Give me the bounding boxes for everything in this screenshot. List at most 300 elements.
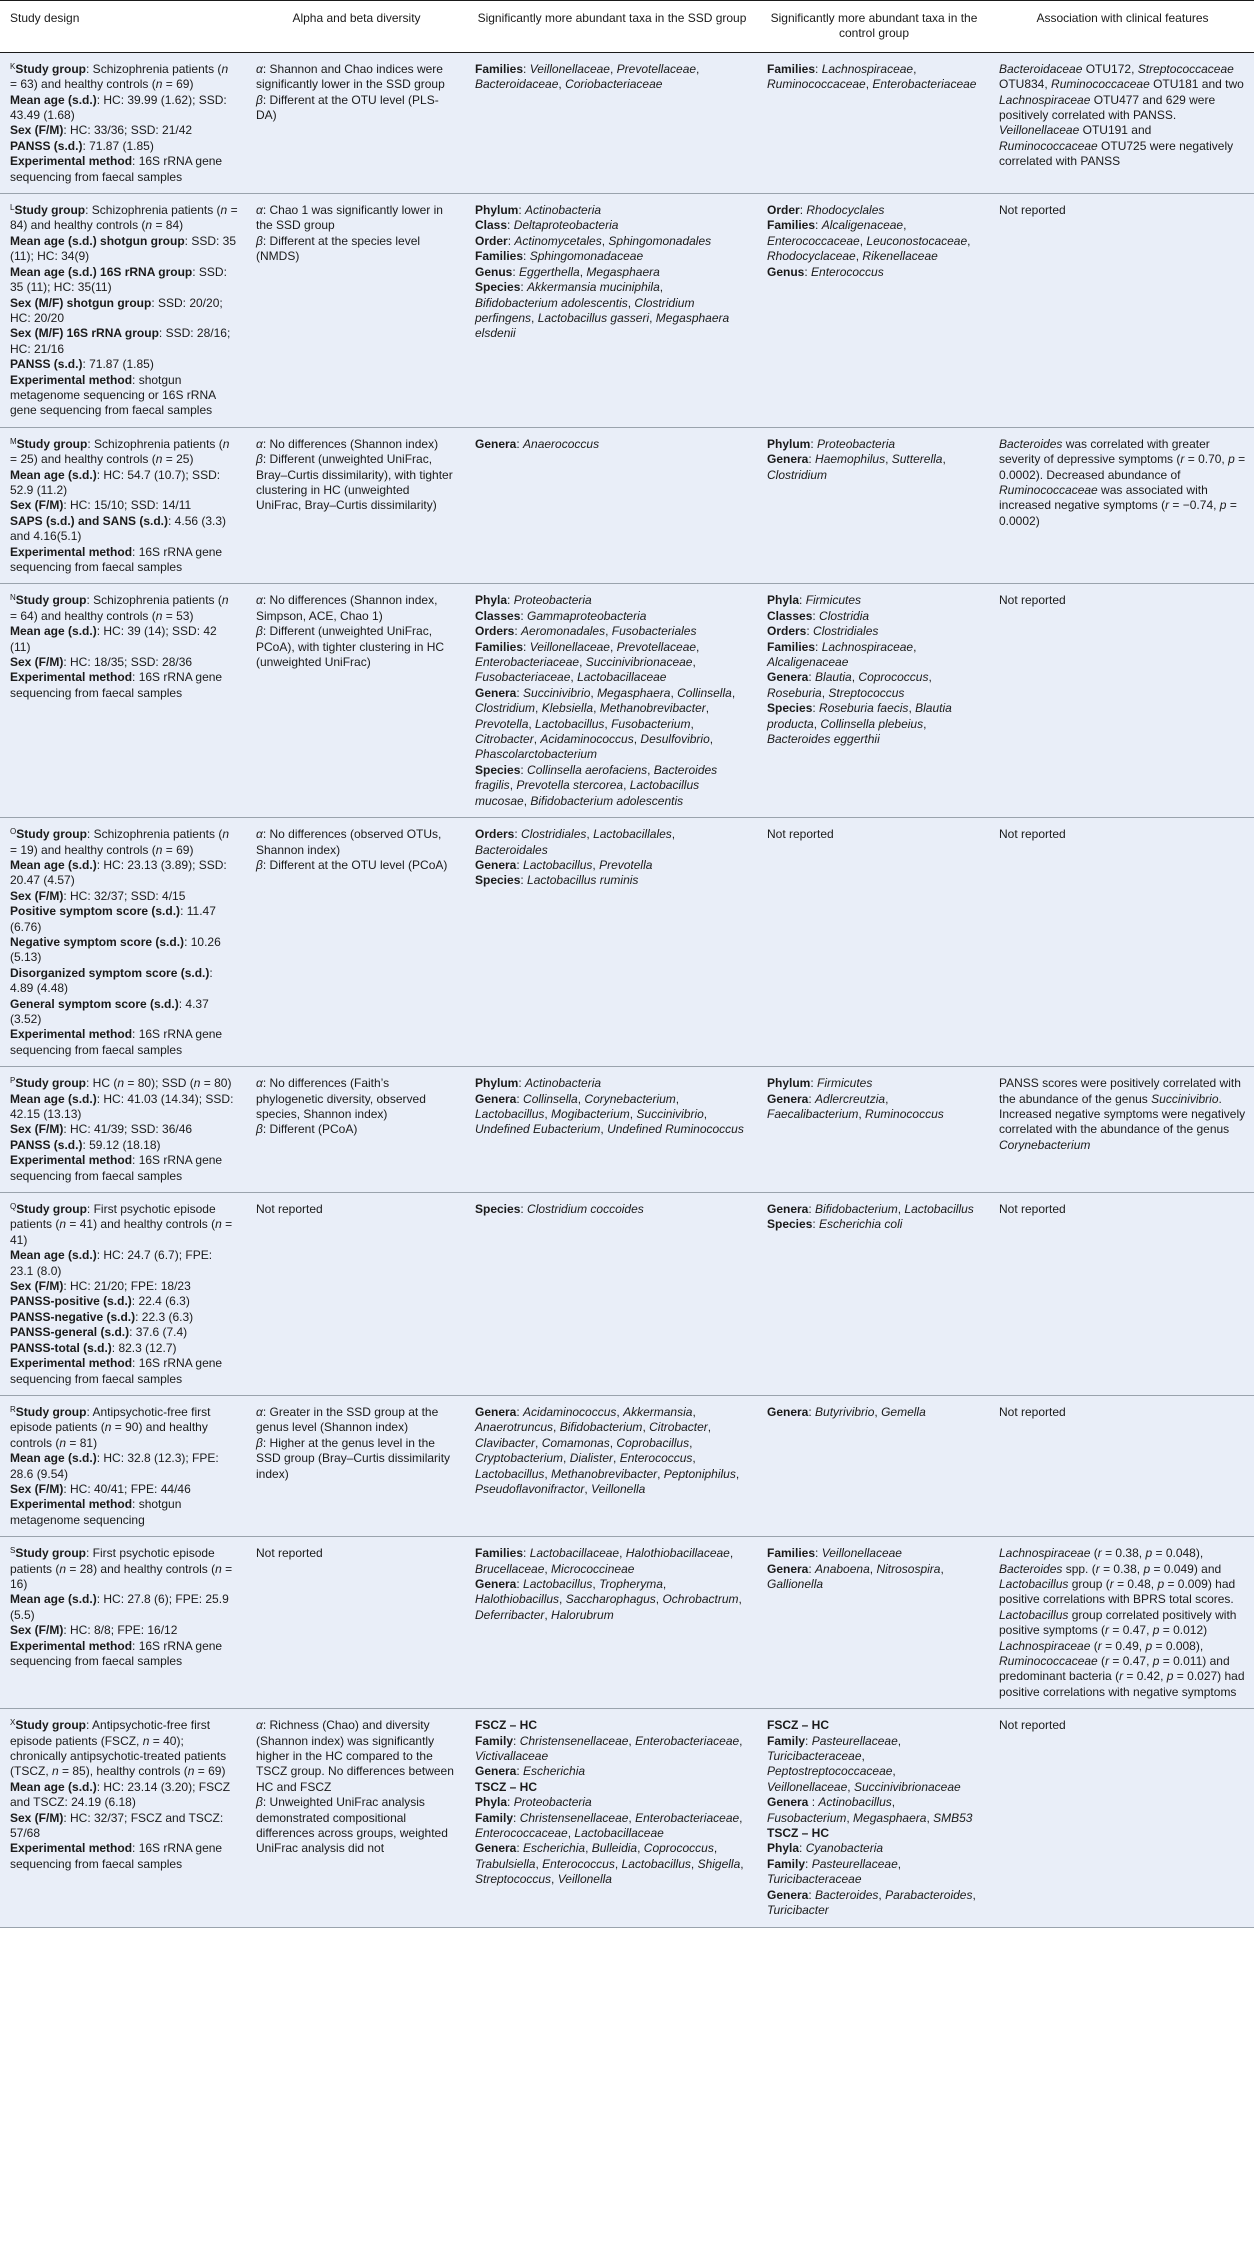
cell-line (999, 1608, 1246, 1700)
italic-term: Phascolarctobacterium (475, 747, 598, 762)
cell-text: , (605, 624, 612, 639)
cell-line (10, 203, 238, 234)
cell-line (767, 437, 981, 452)
cell-text: : (516, 1764, 524, 1779)
italic-term: Alcaligenaceae (767, 655, 849, 670)
italic-term: β (256, 92, 263, 107)
italic-term: Enterococcus (619, 1451, 693, 1466)
cell-text: , (926, 1810, 934, 1825)
cell-line (767, 452, 981, 483)
italic-term: Haemophilus (815, 452, 886, 467)
field-label: Families (767, 218, 816, 233)
field-label: Class (475, 218, 508, 233)
italic-term: Proteobacteria (513, 593, 592, 608)
italic-term: α (256, 436, 263, 451)
cell-text: : (523, 61, 530, 76)
cell-line (10, 1592, 238, 1623)
cell-text: = 0.47, (1109, 1654, 1153, 1668)
cell-text: : 10.26 (5.13) (10, 934, 221, 965)
italic-term: Succinivibrionaceae (585, 655, 693, 670)
italic-term: Coprobacillus (616, 1435, 690, 1450)
italic-term: Megasphaera (586, 264, 660, 279)
field-label: Genera (767, 1561, 809, 1576)
cell-text: Not reported (999, 1404, 1066, 1419)
cell-text: : HC: 41/39; SSD: 36/46 (63, 1122, 193, 1137)
reference-marker: L (10, 203, 15, 213)
cell-text: group ( (1068, 1576, 1110, 1591)
cell-text: , (692, 655, 696, 670)
table-row (0, 427, 1254, 584)
cell-line (767, 218, 981, 264)
cell-text: : 16S rRNA gene sequencing from faecal samples (10, 1841, 223, 1871)
cell-text: : (516, 1091, 524, 1106)
cell-text: : HC: 23.14 (3.20); FSCZ and TSCZ: 24.19 (6.18) (10, 1779, 231, 1810)
cell-text: = 53) (162, 608, 194, 623)
italic-term: n (222, 436, 230, 451)
cell-line (10, 1027, 238, 1058)
cell-text: ( (1090, 1638, 1098, 1653)
italic-term: Turicibacter (767, 1903, 829, 1918)
italic-term: Peptoniphilus (663, 1466, 736, 1481)
cell-text: : (815, 61, 822, 76)
cell-line (10, 123, 238, 138)
cell-text: = 63) and healthy controls ( (10, 77, 156, 92)
field-label: Experimental method (10, 154, 133, 169)
cell-text: : 16S rRNA gene sequencing from faecal samples (10, 154, 223, 184)
field-label: Genera (767, 670, 809, 685)
cell-text: : 59.12 (18.18) (82, 1137, 161, 1152)
cell-line (256, 203, 457, 234)
cell-line (10, 265, 238, 296)
cell-text: : Unweighted UniFrac analysis demonstrated compositional differences across groups, weighted UniFrac analysis did not (256, 1795, 448, 1856)
cell-line (10, 1356, 238, 1387)
italic-term: Saccharophagus (565, 1592, 656, 1607)
field-label: Phylum (767, 436, 811, 451)
cell-text: , (709, 732, 714, 747)
cell-text: , (696, 61, 700, 76)
italic-term: Actinobacillus (818, 1795, 892, 1810)
italic-term: Adlercreutzia (815, 1091, 886, 1106)
cell-text: , (703, 1107, 708, 1121)
cell-text: : (808, 1561, 816, 1576)
italic-term: Lactobacillus (999, 1576, 1069, 1591)
field-label: Genera (767, 452, 809, 467)
cell-text: , (629, 1107, 637, 1121)
cell-text: , (535, 1435, 542, 1450)
italic-term: Escherichia (523, 1841, 586, 1856)
cell-text: , (659, 280, 664, 295)
italic-term: Prevotella (475, 716, 529, 731)
cell-line (767, 1546, 981, 1561)
cell-text: : (507, 1795, 514, 1810)
reference-marker: S (10, 1546, 16, 1556)
cell-line (10, 1122, 238, 1137)
italic-term: Akkermansia muciniphila (527, 280, 660, 295)
italic-term: Veillonellaceae (529, 61, 610, 76)
field-label: Classes (475, 608, 521, 623)
italic-term: Enterococcus (542, 1856, 615, 1871)
table-row (0, 818, 1254, 1067)
cell-text: = 80); SSD ( (124, 1076, 194, 1091)
cell-text: , (897, 1733, 902, 1748)
italic-term: n (145, 218, 153, 233)
field-label: PANSS-positive (s.d.) (10, 1294, 132, 1309)
table-row (0, 1537, 1254, 1709)
cell-text: : No differences (Shannon index) (262, 436, 439, 451)
cell-text: , (579, 264, 587, 279)
italic-term: Comamonas (541, 1435, 610, 1450)
cell-line (256, 1436, 457, 1482)
cell-text: Not reported (999, 1718, 1066, 1733)
italic-term: Trabulsiella (475, 1856, 536, 1871)
control-taxa-cell (757, 1537, 989, 1709)
cell-text: : Different (unweighted UniFrac, Bray–Curtis dissimilarity), with tighter clustering in HC (unweighted UniFrac, Bray–Curtis dissimilarity) (256, 452, 453, 513)
italic-term: Roseburia (767, 685, 822, 700)
cell-line (256, 858, 457, 873)
field-label: Experimental method (10, 1027, 133, 1042)
cell-line (256, 827, 457, 858)
cell-line (10, 1092, 238, 1123)
cell-text: : Different (PCoA) (262, 1122, 358, 1137)
diversity-cell (246, 584, 465, 818)
italic-term: Bulleidia (591, 1841, 638, 1856)
cell-text: , (535, 701, 542, 716)
cell-text: , (628, 1733, 636, 1748)
cell-text: , (671, 827, 676, 842)
cell-text: = 0.0002) (999, 498, 1237, 528)
cell-text: : (808, 452, 816, 467)
cell-text: : (520, 280, 528, 295)
field-label: PANSS-negative (s.d.) (10, 1309, 136, 1324)
italic-term: Lachnospiraceae (821, 639, 914, 654)
italic-term: n (187, 1764, 195, 1779)
diversity-cell (246, 818, 465, 1067)
field-label: Classes (767, 608, 813, 623)
field-label: Families (475, 61, 524, 76)
italic-term: Clavibacter (475, 1435, 536, 1450)
italic-term: Anaboena (815, 1561, 870, 1576)
cell-text: , (897, 1856, 902, 1871)
cell-text: , (662, 1576, 667, 1591)
table-row (0, 1709, 1254, 1927)
field-label: Phyla (475, 593, 508, 608)
italic-term: Enterobacteriaceae (635, 1810, 740, 1825)
italic-term: α (256, 1404, 263, 1419)
cell-text: , (897, 1202, 905, 1217)
italic-term: Citrobacter (649, 1420, 708, 1435)
clinical-cell (989, 818, 1254, 1067)
field-label: Mean age (s.d.) (10, 1091, 97, 1106)
italic-term: Bacteroidaceae (475, 77, 559, 92)
cell-line (10, 1639, 238, 1670)
italic-term: n (59, 1217, 67, 1232)
cell-text: PANSS scores were positively correlated with the abundance of the genus (999, 1076, 1241, 1106)
italic-term: n (222, 827, 230, 842)
italic-term: r (1109, 1576, 1114, 1591)
cell-line (475, 858, 749, 873)
italic-term: Gemella (881, 1404, 926, 1419)
italic-term: Lactobacillus (523, 1576, 593, 1591)
cell-text: = 25) and healthy controls ( (10, 452, 156, 467)
study-design-cell (0, 52, 246, 193)
italic-term: α (256, 1076, 263, 1091)
field-label: Experimental method (10, 1153, 133, 1168)
cell-line (475, 1202, 749, 1217)
cell-line (10, 545, 238, 576)
cell-line (10, 935, 238, 966)
field-label: Sex (F/M) (10, 123, 64, 138)
clinical-cell (989, 1537, 1254, 1709)
italic-term: Succinivibrio (636, 1107, 704, 1121)
cell-text: : HC: 21/20; FPE: 18/23 (63, 1279, 191, 1294)
italic-term: p (1219, 498, 1227, 513)
cell-text: , (940, 1561, 944, 1576)
field-label: Study group (15, 1076, 87, 1091)
cell-text: ( (1090, 1546, 1098, 1561)
cell-text: : (513, 1810, 520, 1825)
cell-text: , (869, 1561, 877, 1576)
italic-term: Fusobacterium (611, 716, 691, 731)
reference-marker: X (10, 1718, 16, 1728)
cell-text: : SSD: 35 (11); HC: 35(11) (10, 264, 227, 295)
cell-text: , (859, 233, 867, 248)
italic-term: Escherichia (523, 1764, 586, 1779)
cell-text: : 4.56 (3.3) and 4.16(5.1) (10, 513, 227, 544)
italic-term: Lactobacillales (593, 827, 672, 842)
field-label: Sex (F/M) (10, 1481, 64, 1496)
cell-line (999, 62, 1246, 170)
cell-text: = 90) and healthy controls ( (10, 1420, 208, 1450)
italic-term: p (1228, 452, 1235, 467)
cell-text: : (812, 701, 820, 716)
field-label: Experimental method (10, 670, 133, 685)
cell-text: : (507, 218, 514, 233)
cell-line (475, 203, 749, 218)
field-label: Families (767, 1546, 816, 1561)
field-label: Genera (767, 1887, 809, 1902)
italic-term: Rikenellaceae (862, 249, 938, 264)
cell-line (999, 437, 1246, 529)
cell-text: : (514, 827, 522, 842)
cell-text: : (520, 873, 528, 888)
field-label: Mean age (s.d.) (10, 624, 97, 639)
cell-text: : HC: 40/41; FPE: 44/46 (63, 1481, 191, 1496)
table-row (0, 194, 1254, 428)
cell-text: = 0.011) and predominant bacteria ( (999, 1654, 1230, 1684)
italic-term: Corynebacterium (999, 1137, 1091, 1152)
cell-line (256, 1795, 457, 1857)
cell-line (256, 1546, 457, 1561)
field-label: Family (767, 1856, 806, 1871)
cell-line (10, 1138, 238, 1153)
diversity-cell (246, 52, 465, 193)
cell-text: : SSD: 20/20; HC: 20/20 (10, 295, 223, 325)
field-label: PANSS-total (s.d.) (10, 1340, 112, 1355)
cell-text: = 0.009) had positive correlations with BPRS total scores. (999, 1576, 1236, 1607)
cell-text: : HC: 41.03 (14.34); SSD: 42.15 (13.13) (10, 1091, 234, 1121)
cell-line (10, 1482, 238, 1497)
italic-term: Megasphaera elsdenii (475, 310, 730, 341)
cell-text: , (544, 1561, 552, 1576)
cell-line (767, 1562, 981, 1593)
italic-term: Turicibacteraceae (767, 1872, 862, 1887)
italic-term: Megasphaera (597, 685, 671, 700)
cell-line (475, 609, 749, 624)
italic-term: Bacteroidales (475, 842, 548, 857)
cell-line (10, 357, 238, 372)
field-label: Mean age (s.d.) (10, 467, 97, 482)
cell-text: OTU172, (1082, 61, 1138, 76)
clinical-cell (989, 1395, 1254, 1536)
cell-line (256, 1122, 457, 1137)
cell-text: : HC: 32.8 (12.3); FPE: 28.6 (9.54) (10, 1451, 219, 1481)
cell-text: : (805, 1856, 812, 1871)
control-taxa-cell (757, 427, 989, 584)
cell-text: , (590, 685, 598, 700)
study-design-cell (0, 1537, 246, 1709)
reference-marker: R (10, 1404, 16, 1414)
field-label: Order (475, 233, 508, 248)
cell-line (475, 249, 749, 264)
cell-text: , (551, 1872, 558, 1887)
field-label: Mean age (s.d.) (10, 1779, 97, 1794)
italic-term: Cryptobacterium (475, 1451, 564, 1466)
italic-term: Lactobacillus (621, 1856, 691, 1871)
field-label: Sex (F/M) (10, 1623, 64, 1638)
cell-text: : (516, 1576, 524, 1591)
cell-line (475, 280, 749, 342)
italic-term: Micrococcineae (551, 1561, 635, 1576)
cell-text: , (690, 1856, 698, 1871)
cell-text: = 19) and healthy controls ( (10, 842, 156, 857)
cell-text: : (808, 1404, 816, 1419)
italic-term: r (1165, 498, 1170, 513)
cell-text: : Different (unweighted UniFrac, PCoA), with tighter clustering in HC (unweighted UniFrac) (256, 624, 445, 670)
cell-text: , (649, 310, 656, 325)
cell-text: = 40); chronically antipsychotic-treated patients (TSCZ, (10, 1733, 227, 1779)
table-body (0, 52, 1254, 1927)
italic-term: Ochrobactrum (662, 1592, 739, 1607)
cell-line (767, 827, 981, 842)
cell-text: = −0.74, (1169, 498, 1220, 513)
italic-term: Ruminococcaceae (1051, 77, 1150, 92)
cell-line (10, 326, 238, 357)
italic-term: Veillonellaceae (767, 1779, 848, 1794)
italic-term: Succinivibrio (1151, 1091, 1219, 1106)
control-taxa-cell (757, 1709, 989, 1927)
cell-line (475, 1718, 749, 1733)
italic-term: n (104, 1420, 112, 1435)
cell-text: , (655, 1592, 663, 1607)
cell-text: , (544, 1466, 552, 1481)
control-taxa-cell (757, 818, 989, 1067)
cell-line (475, 763, 749, 809)
italic-term: n (193, 1076, 201, 1091)
cell-text: : (812, 1217, 820, 1232)
header-diversity: Alpha and beta diversity (246, 1, 465, 53)
cell-line (475, 640, 749, 686)
italic-term: Anaerococcus (523, 436, 600, 451)
italic-term: Halothiobacillaceae (625, 1546, 730, 1561)
field-label: Genera (475, 1091, 517, 1106)
cell-text: , (563, 1451, 570, 1466)
cell-line (767, 640, 981, 671)
cell-line (475, 686, 749, 763)
cell-text: : SSD: 28/16; HC: 21/16 (10, 326, 231, 356)
reference-marker: M (10, 436, 17, 446)
italic-term: Actinomycetales (514, 233, 602, 248)
cell-line (10, 904, 238, 935)
cell-text: = 81) (66, 1435, 98, 1450)
field-label: Order (767, 203, 800, 218)
cell-line (475, 437, 749, 452)
cell-text: , (558, 77, 566, 92)
cell-text: = 85), healthy controls ( (58, 1764, 188, 1779)
cell-line (10, 234, 238, 265)
ssd-taxa-cell (465, 52, 757, 193)
cell-text: : (805, 1733, 812, 1748)
cell-line (10, 1325, 238, 1340)
cell-line (10, 1294, 238, 1309)
cell-text: = 0.048), (1152, 1546, 1204, 1561)
italic-term: Clostridiales (813, 624, 879, 639)
cell-text: Not reported (999, 593, 1066, 608)
cell-line (10, 1405, 238, 1451)
cell-line (256, 437, 457, 452)
cell-text: : (523, 249, 530, 264)
cell-line (10, 1341, 238, 1356)
cell-text: , (855, 249, 863, 264)
field-label: Sex (M/F) shotgun group (10, 295, 152, 310)
field-label: Phyla (767, 1841, 800, 1856)
cell-line (10, 1780, 238, 1811)
cell-text: : Antipsychotic-free first episode patients (FSCZ, (10, 1718, 211, 1748)
cell-text: , (609, 61, 617, 76)
italic-term: Nitrosospira (876, 1561, 941, 1576)
field-label: Phylum (475, 203, 519, 218)
cell-line (999, 827, 1246, 842)
italic-term: Halothiobacillus (475, 1592, 560, 1607)
ssd-taxa-cell (465, 1537, 757, 1709)
italic-term: n (155, 77, 163, 92)
cell-text: , (885, 452, 892, 467)
study-design-cell (0, 427, 246, 584)
cell-text: : (516, 685, 524, 700)
italic-term: Streptococcus (828, 685, 905, 700)
cell-text: : (810, 1076, 818, 1091)
field-label: Study group (16, 827, 87, 842)
italic-term: Acidaminococcus (523, 1404, 617, 1419)
cell-line (10, 62, 238, 93)
cell-text: , (544, 1107, 552, 1121)
italic-term: β (256, 1435, 263, 1450)
cell-text: , (735, 1466, 740, 1481)
italic-term: Proteobacteria (513, 1795, 592, 1810)
italic-term: n (142, 1733, 150, 1748)
control-taxa-cell (757, 52, 989, 193)
field-label: PANSS-general (s.d.) (10, 1325, 130, 1340)
cell-text: : (799, 1841, 806, 1856)
cell-line (767, 1405, 981, 1420)
cell-text: = 28) and healthy controls ( (66, 1561, 216, 1576)
cell-text: , (609, 639, 617, 654)
italic-term: Clostridium (767, 467, 828, 482)
field-label: Genera (767, 1091, 809, 1106)
italic-term: Sphingomonadales (608, 233, 712, 248)
field-label: Species (475, 1202, 521, 1217)
italic-term: Collinsella (523, 1091, 578, 1106)
cell-line (999, 1202, 1246, 1217)
